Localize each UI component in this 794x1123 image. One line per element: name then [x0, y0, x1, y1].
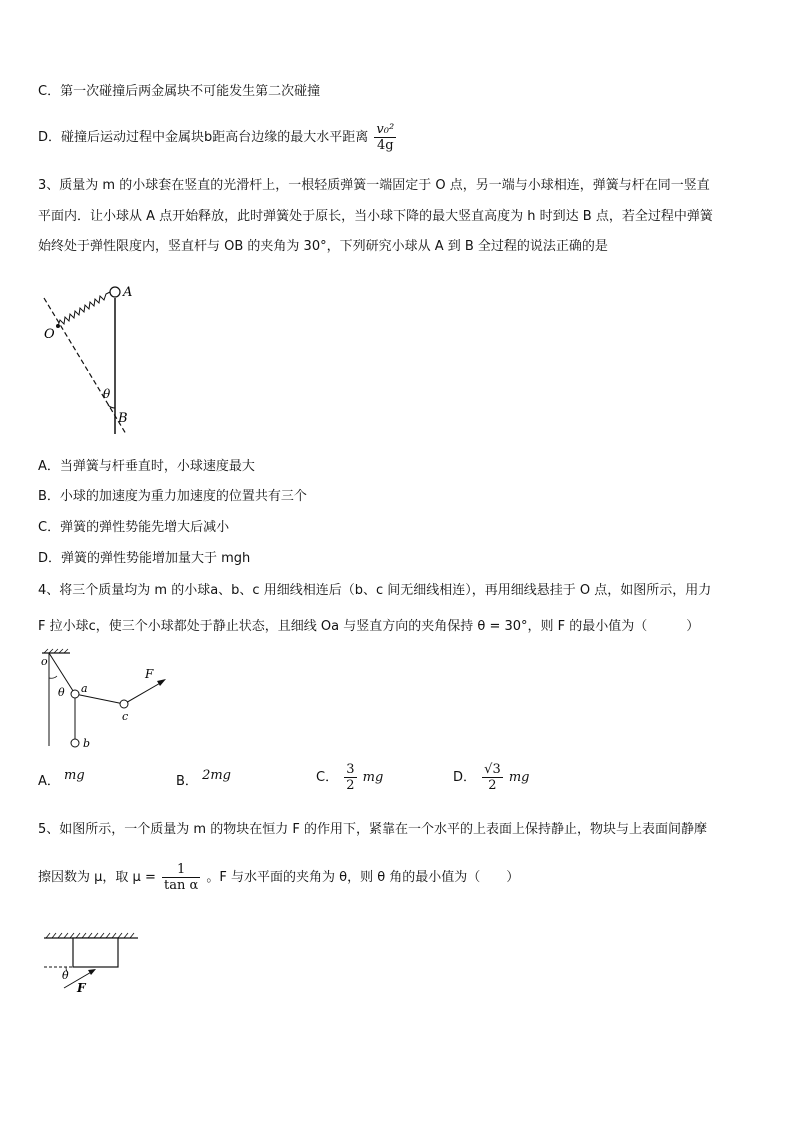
q4-option-d-tail: mg	[508, 770, 530, 785]
q4-ball-c	[120, 700, 128, 708]
q4-ball-a	[71, 690, 79, 698]
q5-denominator: tan α	[163, 878, 199, 893]
q4-option-a-label: A．	[38, 774, 60, 789]
q3-stem-line-2: 平面内．让小球从 A 点开始释放，此时弹簧处于原长，当小球下降的最大竖直高度为 h 时到达 B 点，若全过程中弹簧	[38, 209, 713, 224]
q3-dashed-line	[44, 298, 126, 434]
q4-angle-arc	[49, 676, 57, 678]
q3-option-d: D．弹簧的弹性势能增加量大于 mgh	[38, 551, 251, 566]
q5-stem-tail: 。F 与水平面的夹角为 θ，则 θ 角的最小值为（ ）	[206, 870, 520, 885]
q3-option-b: B．小球的加速度为重力加速度的位置共有三个	[38, 489, 307, 504]
q4-figure	[38, 648, 178, 754]
q3-figure	[40, 280, 150, 440]
q2-option-d-text: D．碰撞后运动过程中金属块b距高台边缘的最大水平距离	[38, 130, 369, 145]
q5-label-theta: θ	[62, 969, 69, 982]
q2-option-c: C．第一次碰撞后两金属块不可能发生第二次碰撞	[38, 84, 321, 99]
q3-ball-a	[110, 287, 120, 297]
q5-stem-line-1: 5、如图所示，一个质量为 m 的物块在恒力 F 的作用下，紧靠在一个水平的上表面上保持静止，物块与上表面间静摩	[38, 822, 707, 837]
q4-label-c: c	[122, 710, 129, 723]
q5-stem-text: 擦因数为 μ，取 μ =	[38, 870, 156, 885]
q4-option-c-denominator: 2	[346, 778, 355, 793]
q4-force-arrowhead	[157, 679, 166, 686]
q4-option-c-tail: mg	[362, 770, 384, 785]
q3-stem-line-3: 始终处于弹性限度内，竖直杆与 OB 的夹角为 30°，下列研究小球从 A 到 B 全过程的说法正确的是	[38, 239, 608, 254]
q4-option-d-denominator: 2	[488, 778, 497, 793]
q2-option-d-fraction	[374, 122, 396, 153]
q3-point-o	[56, 324, 60, 328]
q4-force-arrow	[124, 682, 162, 704]
q4-stem-line-1: 4、将三个质量均为 m 的小球a、b、c 用细线相连后（b、c 间无细线相连），再用细线悬挂于 O 点，如图所示，用力	[38, 583, 712, 598]
q4-option-c-fraction	[344, 762, 356, 793]
q3-spring	[58, 292, 110, 326]
q4-option-d-numerator: √3	[484, 762, 501, 777]
q4-option-b-label: B．	[176, 774, 198, 789]
q4-label-a: a	[81, 682, 88, 695]
q3-label-o: O	[44, 327, 55, 342]
q5-figure	[38, 928, 148, 998]
q4-string-ac	[75, 694, 124, 704]
q3-label-a: A	[123, 285, 133, 300]
q3-stem-line-1: 3、质量为 m 的小球套在竖直的光滑杆上，一根轻质弹簧一端固定于 O 点，另一端与小球相连，弹簧与杆在同一竖直	[38, 178, 710, 193]
q2-option-d-denominator: 4g	[377, 138, 394, 153]
q4-label-f: F	[145, 667, 154, 681]
q4-option-d-fraction	[482, 762, 503, 793]
q5-stem-line-2	[38, 862, 519, 893]
q4-stem-line-2: F 拉小球c，使三个小球都处于静止状态，且细线 Oa 与竖直方向的夹角保持 θ = 30°，则 F 的最小值为（ ）	[38, 619, 700, 634]
q5-numerator: 1	[162, 862, 200, 878]
q2-option-d-numerator: v₀²	[376, 122, 395, 137]
q5-label-f: F	[77, 981, 86, 995]
q4-option-d	[453, 762, 530, 793]
q5-block	[73, 938, 118, 967]
q4-option-d-label: D．	[453, 770, 477, 785]
q2-option-d	[38, 122, 398, 153]
q4-label-theta: θ	[58, 686, 65, 699]
q4-option-c-label: C．	[316, 770, 339, 785]
q4-ball-b	[71, 739, 79, 747]
q5-force-arrowhead	[88, 969, 96, 975]
q4-option-a-value: mg	[64, 768, 85, 783]
q4-label-o: o	[41, 655, 48, 668]
q3-option-c: C．弹簧的弹性势能先增大后减小	[38, 520, 230, 535]
q5-fraction	[162, 862, 200, 893]
q4-option-b-value: 2mg	[202, 768, 231, 783]
q4-option-c	[316, 762, 383, 793]
q3-label-theta: θ	[103, 387, 111, 401]
q5-surface-hatch	[46, 933, 134, 938]
q4-option-b	[176, 770, 231, 789]
q4-option-a	[38, 770, 85, 789]
q3-label-b: B	[118, 411, 128, 426]
q3-option-a: A．当弹簧与杆垂直时，小球速度最大	[38, 459, 255, 474]
q4-option-c-numerator: 3	[346, 762, 355, 777]
q3-angle-arc	[108, 405, 115, 408]
q4-label-b: b	[83, 737, 91, 750]
